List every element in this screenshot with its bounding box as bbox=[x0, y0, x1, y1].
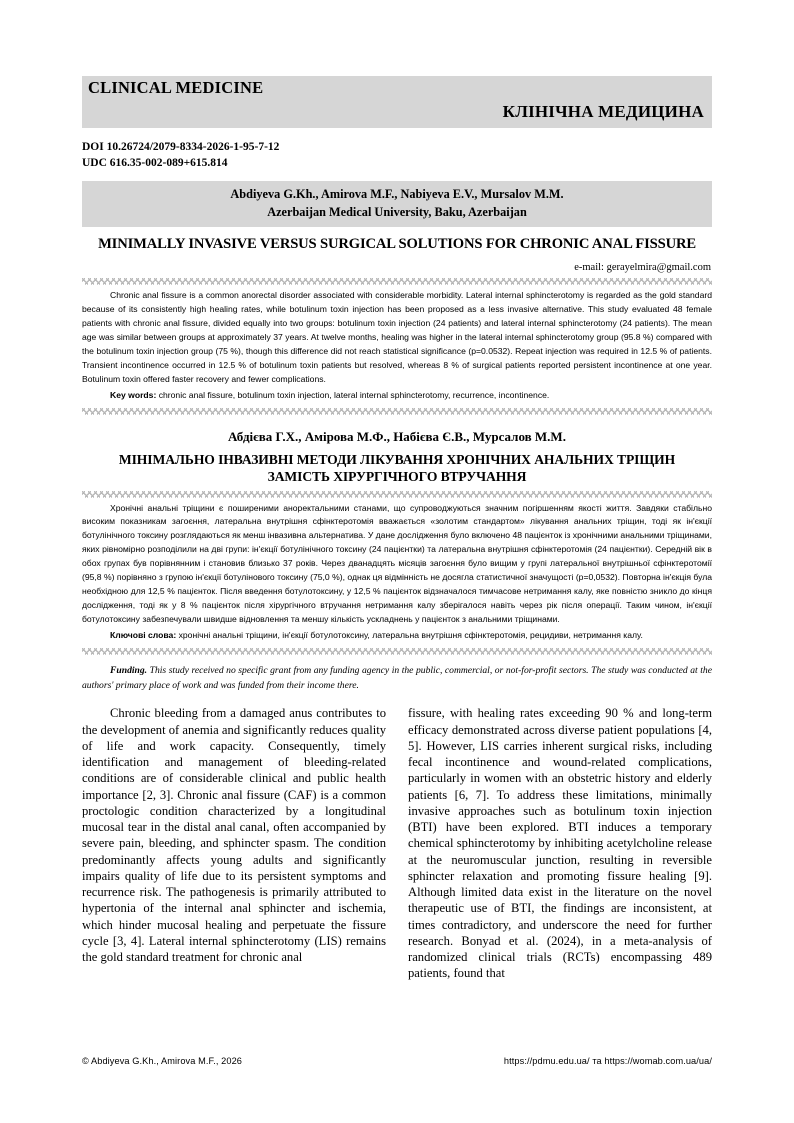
masthead-band bbox=[82, 76, 712, 128]
wavy-divider-mid bbox=[82, 408, 712, 415]
journal-urls[interactable]: https://pdmu.edu.ua/ та https://womab.com.ua/ua/ bbox=[503, 1056, 712, 1066]
wavy-divider-top bbox=[82, 278, 712, 285]
body-columns bbox=[82, 705, 712, 981]
article-title-uk-line1: МІНІМАЛЬНО ІНВАЗИВНІ МЕТОДИ ЛІКУВАННЯ ХРОНІЧНИХ АНАЛЬНИХ ТРІЩИН bbox=[118, 451, 676, 467]
body-column-left bbox=[82, 705, 386, 981]
wavy-divider-bottom bbox=[82, 648, 712, 655]
funding-text: This study received no specific grant from any funding agency in the public, commercial, or not-for-profit sectors. The study was conducted at the authors' primary place of work and was funded from their income there. bbox=[82, 664, 712, 691]
page-content bbox=[82, 0, 712, 981]
abstract-uk-text: Хронічні анальні тріщини є поширеними аноректальними станами, що супроводжуються значним погіршенням якості життя. Завдяки стабільно високим показникам загоєння, латеральна внутрішня сфінктеротомія вважається «золотим стандартом» лікування анальних тріщин, тоді як ін'єкції ботулінічного токсину розглядаються як менш інвазивна альтернатива. У дане дослідження було включено 48 пацієнток із хронічними анальними тріщинами, яких рівномірно розподілили на дві групи: ін'єкції ботулінічного токсину (24 пацієнтки) та латеральна внутрішня сфінктеротомія (24 пацієнтки). Середній вік в обох групах був порівнянним і становив близько 37 років. Через дванадцять місяців загоєння було вищим у групі латеральної внутрішньої сфінктеротомії (95,8 %) порівняно з групою ін'єкції ботулінового токсину (75,0 %), однак ця відмінність не досягла статистичної значущості (p=0,0532). Повторна ін'єкція була необхідною для 12,5 % пацієнток. Після введення ботулотоксину, у 12,5 % пацієнток відзначалося тимчасове нетримання калу, яке повністю зникло до кінця дослідження, тоді як у 8 % пацієнток після хірургічного втручання нетримання калу зберігалося навіть через рік після операції. Таким чином, ін'єкції ботулотоксину забезпечували швидше відновлення та меншу кількість ускладнень у пацієнток з анальними тріщинами. bbox=[82, 502, 712, 624]
doi-line: DOI 10.26724/2079-8334-2026-1-95-7-12 bbox=[82, 141, 280, 153]
abstract-uk bbox=[82, 502, 712, 643]
affiliation-en: Azerbaijan Medical University, Baku, Azerbaijan bbox=[267, 204, 527, 219]
authors-en: Abdiyeva G.Kh., Amirova M.F., Nabiyeva E.V., Mursalov M.M. bbox=[230, 187, 564, 202]
body-left-text: Chronic bleeding from a damaged anus contributes to the development of anemia and significantly reduces quality of life and work capacity. Consequently, timely identification and management of bleeding-related conditions are of considerable clinical and public health importance [2, 3]. Chronic anal fissure (CAF) is a common proctologic condition characterized by a longitudinal mucosal tear in the distal anal canal, often accompanied by severe pain, bleeding, and sphincter spasm. The condition predominantly affects young adults and significantly impairs quality of life due to its persistent symptoms and recurrence risk. The pathogenesis is primarily attributed to hypertonia of the internal anal sphincter and ischemia, which hinder mucosal healing and perpetuate the fissure cycle [3, 4]. Lateral internal sphincterotomy (LIS) remains the gold standard treatment for chronic anal bbox=[82, 706, 386, 964]
copyright-line: © Abdiyeva G.Kh., Amirova M.F., 2026 bbox=[82, 1056, 242, 1066]
abstract-en-text: Chronic anal fissure is a common anorectal disorder associated with considerable morbidity. Lateral internal sphincterotomy is regarded as the gold standard because of its consistently high healing rates, while botulinum toxin injection has been proposed as a less invasive alternative. This study evaluated 48 female patients with chronic anal fissure, divided equally into two groups: botulinum toxin injection (24 patients) and lateral internal sphincterotomy (24 patients). The mean age was similar between groups at approximately 37 years. At twelve months, healing was higher in the lateral internal sphincterotomy group (95.8 %) compared with the botulinum toxin injection group (75 %), though this difference did not reach statistical significance (p=0.0532). Repeat injection was required in 12.5 % of patients. Transient incontinence occurred in 12.5 % of botulinum toxin patients but resolved, whereas 8 % of surgical patients reported persistent incontinence at one year. Botulinum toxin offered faster recovery and fewer complications. bbox=[82, 290, 712, 384]
section-title-en: CLINICAL MEDICINE bbox=[88, 78, 264, 97]
authors-band bbox=[82, 181, 712, 227]
article-title-uk-line2: ЗАМІСТЬ ХІРУРГІЧНОГО ВТРУЧАННЯ bbox=[267, 468, 527, 484]
body-right-text: fissure, with healing rates exceeding 90 % and long-term efficacy demonstrated across diverse patient populations [4, 5]. However, LIS carries inherent surgical risks, including fecal incontinence and wound-related complications, particularly in women with an obstetric history and elderly patients [6, 7]. To address these limitations, minimally invasive approaches such as botulinum toxin injection (BTI) have been explored. BTI induces a temporary chemical sphincterotomy by inhibiting acetylcholine release at the neuromuscular junction, resulting in reversible sphincter relaxation and promoting fissure healing [9]. Although limited data exist in the literature on the novel therapeutic use of BTI, the findings are inconsistent, at times contradictory, and underscore the need for further research. Bonyad et al. (2024), in a meta-analysis of randomized clinical trials (RCTs) encompassing 489 patients, found that bbox=[408, 706, 712, 981]
abstract-en bbox=[82, 289, 712, 402]
keywords-uk-list: хронічні анальні тріщини, ін'єкції ботулотоксину, латеральна внутрішня сфінктеротомія, рецидиви, нетримання калу. bbox=[178, 629, 643, 640]
wavy-divider-uk-top bbox=[82, 491, 712, 498]
keywords-en bbox=[82, 389, 712, 403]
keywords-uk bbox=[82, 629, 712, 643]
funding-paragraph bbox=[82, 664, 712, 694]
section-title-uk: КЛІНІЧНА МЕДИЦИНА bbox=[502, 102, 704, 122]
article-title-en: MINIMALLY INVASIVE VERSUS SURGICAL SOLUTIONS FOR CHRONIC ANAL FISSURE bbox=[98, 235, 696, 252]
funding-note bbox=[82, 664, 712, 694]
identifier-block bbox=[82, 140, 712, 171]
page-footer bbox=[82, 1056, 712, 1066]
funding-label: Funding. bbox=[110, 664, 148, 676]
keywords-en-list: chronic anal fissure, botulinum toxin injection, lateral internal sphincterotomy, recurrence, incontinence. bbox=[158, 389, 550, 400]
contact-email[interactable]: e-mail: gerayelmira@gmail.com bbox=[574, 262, 711, 274]
udc-line: UDC 616.35-002-089+615.814 bbox=[82, 156, 228, 169]
keywords-uk-label: Ключові слова: bbox=[110, 629, 177, 640]
authors-uk: Абдієва Г.Х., Амірова М.Ф., Набієва Є.В., Мурсалов М.М. bbox=[228, 428, 566, 444]
keywords-en-label: Key words: bbox=[110, 389, 157, 400]
article-title-uk bbox=[82, 452, 712, 486]
body-column-right bbox=[408, 705, 712, 981]
